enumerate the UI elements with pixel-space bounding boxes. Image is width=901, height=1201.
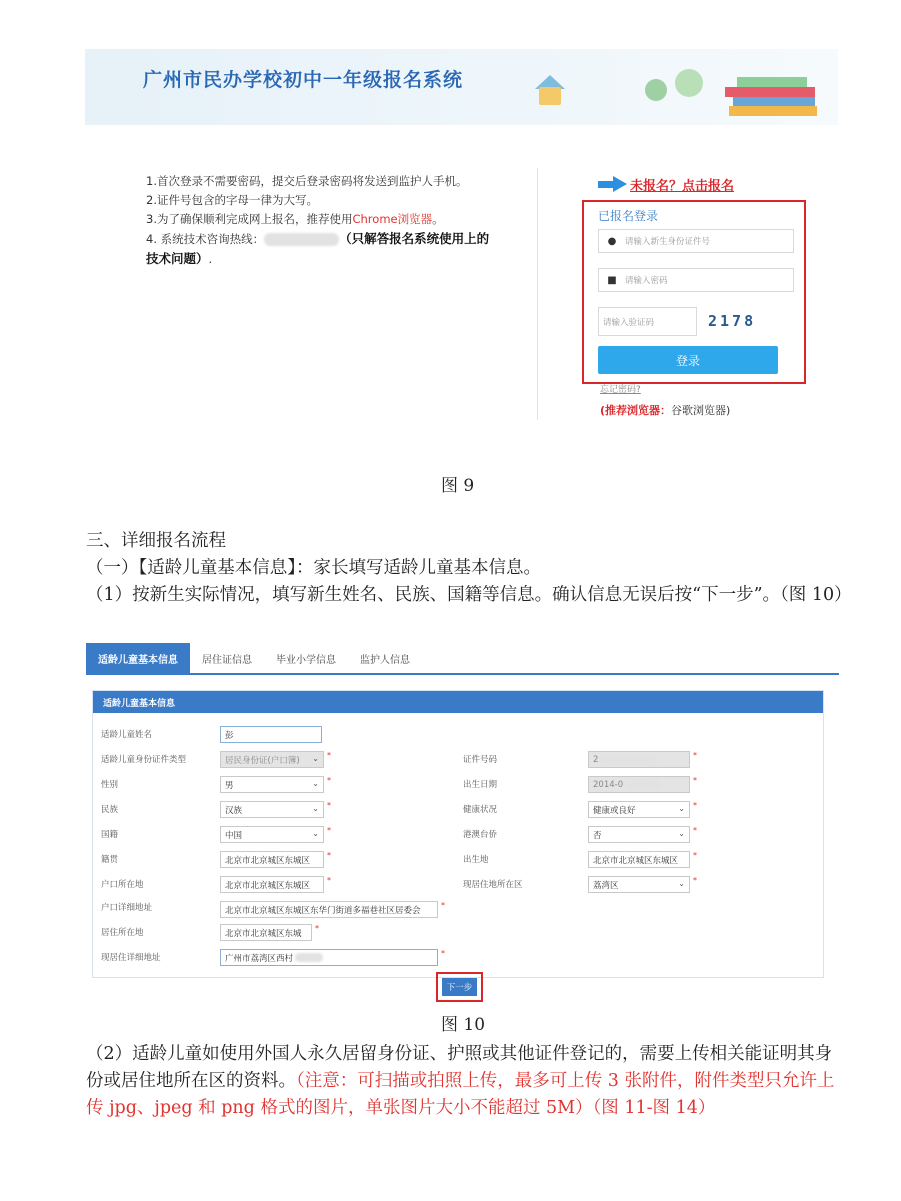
field-label: 证件号码 (463, 755, 498, 765)
id-number-value: 2 (593, 754, 599, 765)
arrow-right-icon (598, 176, 628, 192)
system-title: 广州市民办学校初中一年级报名系统 (143, 69, 464, 91)
required-mark: * (693, 826, 697, 835)
overseas-chinese-value: 否 (593, 830, 602, 841)
house-illustration (539, 87, 561, 105)
login-button[interactable]: 登录 (598, 346, 778, 374)
tab-primary-school[interactable]: 毕业小学信息 (276, 654, 336, 666)
hukou-address-input[interactable]: 北京市北京城区东城区东华门街道多福巷社区居委会 (220, 901, 438, 918)
paragraph-1: （一）【适龄儿童基本信息】：家长填写适龄儿童基本信息。 (86, 558, 541, 578)
required-mark: * (327, 851, 331, 860)
id-number-placeholder: 请输入新生身份证件号 (625, 237, 711, 247)
note-3-text: 3.为了确保顺利完成网上报名，推荐使用 (146, 212, 353, 226)
login-title: 已报名登录 (598, 209, 659, 223)
system-banner (85, 49, 838, 125)
next-step-highlight (436, 972, 483, 1002)
captcha-input[interactable] (598, 307, 697, 336)
note-3 (146, 210, 496, 229)
panel-title: 适龄儿童基本信息 (93, 691, 823, 713)
note-2: 2.证件号包含的字母一律为大写。 (146, 193, 318, 207)
browser-value: 谷歌浏览器) (671, 404, 731, 417)
field-label: 性别 (101, 780, 119, 790)
tab-residence-permit[interactable]: 居住证信息 (202, 654, 252, 666)
chevron-down-icon: ⌄ (678, 804, 685, 813)
field-label: 籍贯 (101, 855, 119, 865)
books-illustration (733, 97, 815, 106)
chrome-browser-link: Chrome浏览器 (352, 212, 433, 226)
required-mark: * (441, 901, 445, 910)
chevron-down-icon: ⌄ (312, 804, 319, 813)
paragraph-2: （1）按新生实际情况，填写新生姓名、民族、国籍等信息。确认信息无误后按“下一步”。（图 10） (86, 585, 852, 605)
birth-date-value: 2014-0 (593, 779, 624, 790)
figure-9-caption: 图 9 (441, 476, 475, 496)
password-input[interactable] (598, 268, 794, 292)
health-status-select[interactable] (588, 801, 690, 818)
captcha-image[interactable]: 2178 (708, 312, 757, 330)
chevron-down-icon: ⌄ (312, 829, 319, 838)
id-type-value: 居民身份证(户口簿) (225, 755, 300, 766)
password-placeholder: 请输入密码 (625, 276, 668, 286)
child-info-form (92, 690, 824, 978)
register-link[interactable] (598, 173, 734, 195)
native-place-select[interactable]: 北京市北京城区东城区 (220, 851, 324, 868)
field-label: 港澳台侨 (463, 830, 498, 840)
books-illustration (725, 87, 815, 97)
tree-illustration (675, 69, 703, 97)
required-mark: * (315, 924, 319, 933)
upload-note-text: （2）适龄儿童如使用外国人永久居留身份证、护照或其他证件登记的，需要上传相关能证明其身份或居住地所在区的资料。 (86, 1044, 833, 1091)
gender-value: 男 (225, 780, 234, 791)
required-mark: * (327, 776, 331, 785)
overseas-chinese-select[interactable] (588, 826, 690, 843)
current-district-value: 荔湾区 (593, 880, 619, 891)
required-mark: * (327, 876, 331, 885)
books-illustration (729, 106, 817, 116)
required-mark: * (327, 826, 331, 835)
process-section (86, 528, 852, 609)
next-step-button[interactable]: 下一步 (442, 978, 477, 996)
note-1: 1.首次登录不需要密码，提交后登录密码将发送到监护人手机。 (146, 174, 468, 188)
upload-note-figures: （图 11-图 14） (592, 1098, 716, 1118)
field-label: 居住所在地 (101, 928, 144, 938)
birth-date-field[interactable] (588, 776, 690, 793)
login-panel (582, 200, 806, 384)
field-label: 户口详细地址 (101, 903, 153, 913)
child-name-input[interactable]: 彭 (220, 726, 322, 743)
ethnicity-select[interactable] (220, 801, 324, 818)
required-mark: * (693, 776, 697, 785)
required-mark: * (441, 949, 445, 958)
divider (537, 168, 538, 420)
tab-guardian-info[interactable]: 监护人信息 (360, 654, 410, 666)
tab-child-basic-info[interactable]: 适龄儿童基本信息 (86, 643, 190, 673)
register-link-text[interactable]: 未报名？点击报名 (630, 178, 735, 194)
field-label: 现居住详细地址 (101, 953, 161, 963)
residence-location-select[interactable]: 北京市北京城区东城 (220, 924, 312, 941)
current-district-select[interactable] (588, 876, 690, 893)
field-label: 民族 (101, 805, 119, 815)
user-icon: ● (607, 235, 617, 247)
field-label: 适龄儿童姓名 (101, 730, 153, 740)
required-mark: * (327, 751, 331, 760)
field-label: 适龄儿童身份证件类型 (101, 755, 187, 765)
login-notes (146, 172, 496, 269)
chevron-down-icon: ⌄ (678, 879, 685, 888)
nationality-value: 中国 (225, 830, 243, 841)
captcha-placeholder: 请输入验证码 (603, 317, 655, 328)
hukou-location-select[interactable]: 北京市北京城区东城区 (220, 876, 324, 893)
recommended-browser (600, 402, 730, 418)
note-4-text: 4. 系统技术咨询热线： (146, 232, 265, 246)
note-4-bold: （只解答报名系统使用上的技术问题） (146, 231, 490, 266)
health-status-value: 健康或良好 (593, 805, 636, 816)
redacted-phone (264, 233, 339, 246)
current-address-input[interactable] (220, 949, 438, 966)
required-mark: * (693, 876, 697, 885)
redacted-date (626, 780, 661, 789)
chevron-down-icon: ⌄ (312, 779, 319, 788)
note-4 (146, 229, 496, 269)
section-heading: 三、详细报名流程 (86, 531, 226, 551)
required-mark: * (693, 851, 697, 860)
field-label: 出生地 (463, 855, 489, 865)
lock-icon: ■ (607, 274, 617, 286)
browser-label: (推荐浏览器： (600, 404, 672, 417)
ethnicity-value: 汉族 (225, 805, 243, 816)
required-mark: * (693, 751, 697, 760)
chevron-down-icon: ⌄ (312, 754, 319, 763)
field-label: 健康状况 (463, 805, 498, 815)
note-3-suffix: 。 (432, 212, 444, 226)
required-mark: * (693, 801, 697, 810)
figure-10-caption: 图 10 (441, 1015, 486, 1035)
id-number-input[interactable] (598, 229, 794, 253)
upload-note-warning: （注意：可扫描或拍照上传，最多可上传 3 张附件，附件类型只允许上传 jpg、jpeg 和 png 格式的图片，单张图片大小不能超过 5M） (86, 1071, 835, 1118)
chevron-down-icon: ⌄ (678, 829, 685, 838)
redacted-address (295, 953, 323, 962)
field-label: 现居住地所在区 (463, 880, 523, 890)
forgot-password-link[interactable]: 忘记密码? (600, 385, 641, 395)
field-label: 户口所在地 (101, 880, 144, 890)
required-mark: * (327, 801, 331, 810)
id-number-field[interactable] (588, 751, 690, 768)
redacted-id (601, 755, 656, 764)
field-label: 国籍 (101, 830, 119, 840)
form-tabs (86, 643, 839, 675)
upload-note-section (86, 1041, 846, 1122)
books-illustration (737, 77, 807, 87)
birthplace-select[interactable]: 北京市北京城区东城区 (588, 851, 690, 868)
tree-illustration (645, 79, 667, 101)
gender-select[interactable] (220, 776, 324, 793)
nationality-select[interactable] (220, 826, 324, 843)
field-label: 出生日期 (463, 780, 498, 790)
id-type-select[interactable] (220, 751, 324, 768)
note-4-suffix: . (208, 252, 213, 266)
current-address-value: 广州市荔湾区西村 (225, 953, 294, 964)
